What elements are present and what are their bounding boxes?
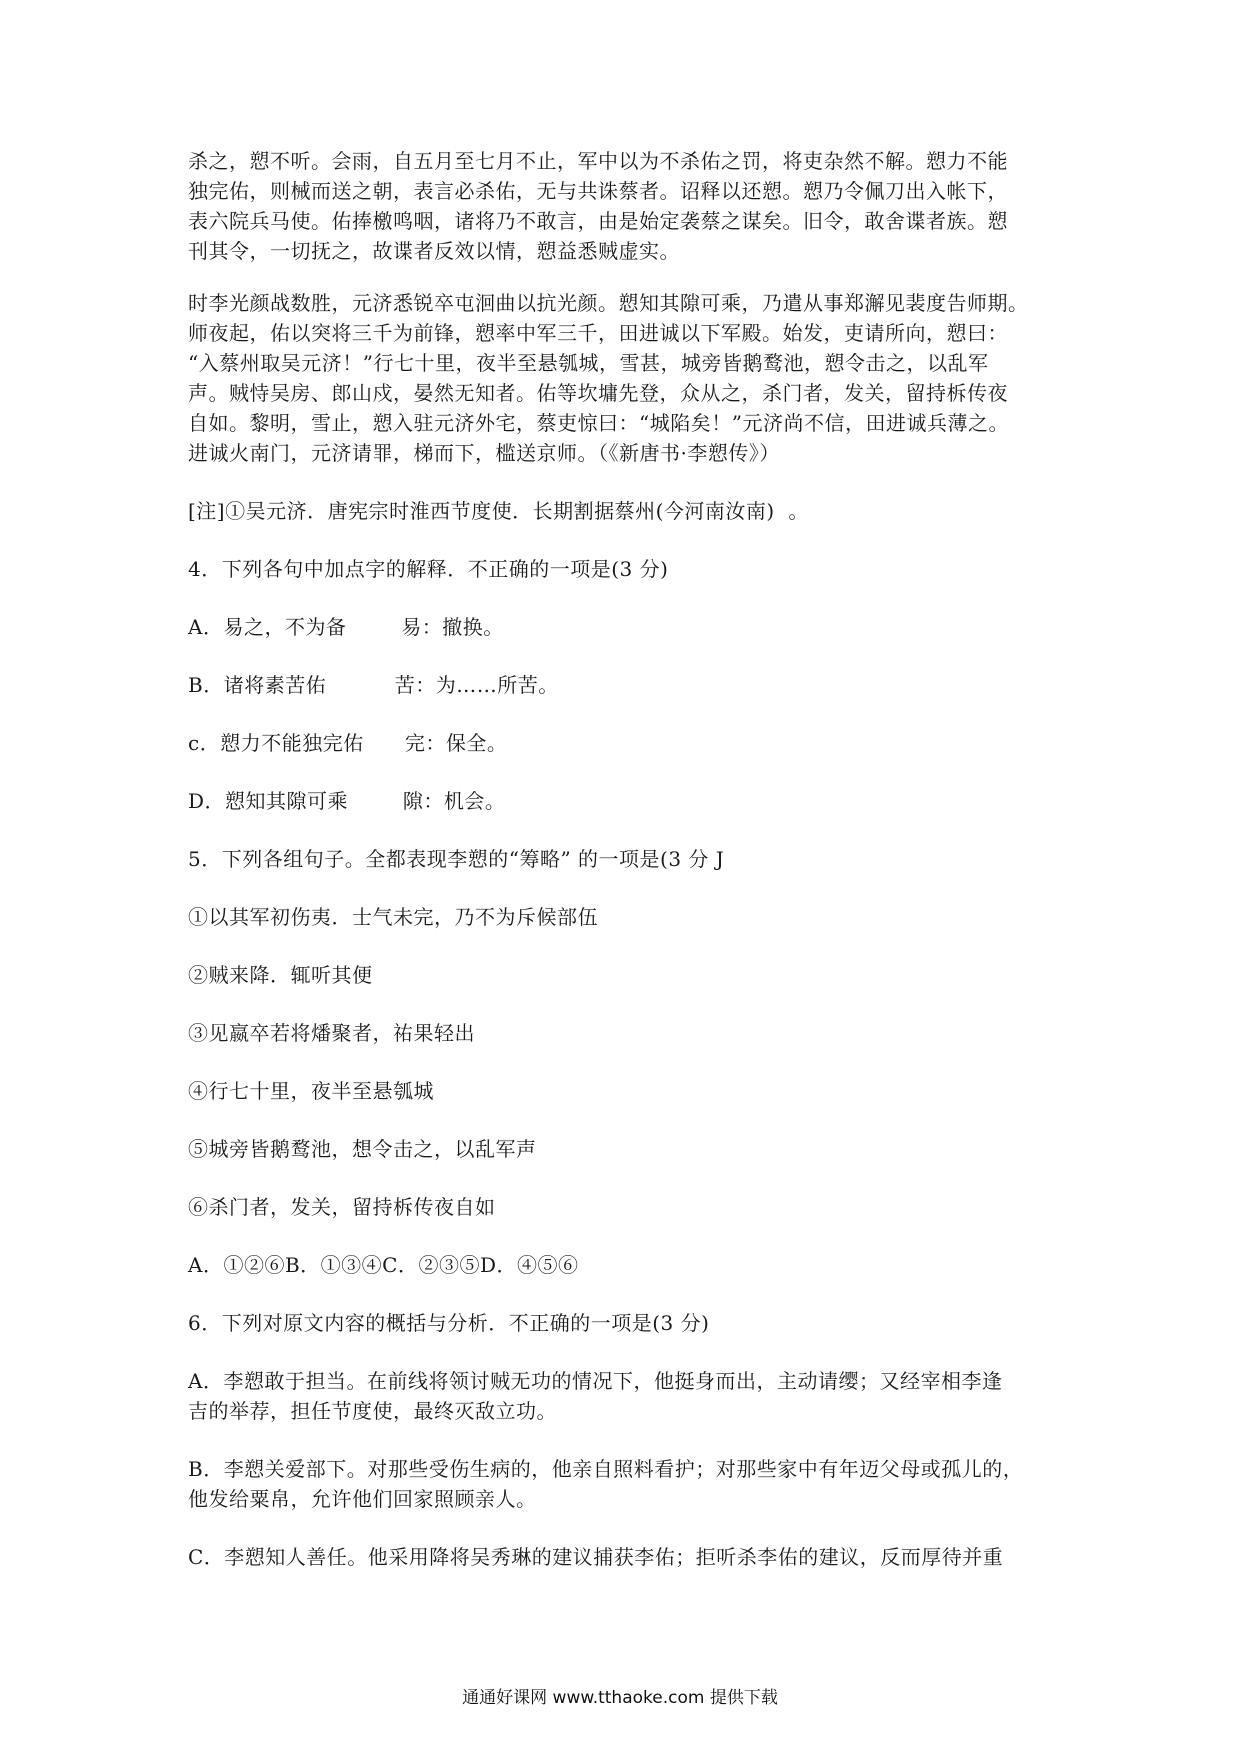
text-line: 独完佑，则械而送之朝，表言必杀佑，无与共诛蔡者。诏释以还愬。愬乃令佩刀出入帐下，	[188, 179, 1008, 203]
question-5-item-5: ⑤城旁皆鹅鹜池，想令击之，以乱军声	[188, 1137, 537, 1161]
text-line: 自如。黎明，雪止，愬入驻元济外宅，蔡吏惊曰：“城陷矣！”元济尚不信，田进诚兵薄之。	[188, 411, 1009, 435]
question-5-item-6: ⑥杀门者，发关，留持柝传夜自如	[188, 1195, 496, 1219]
question-6-stem: 6．下列对原文内容的概括与分析．不正确的一项是(3 分)	[188, 1311, 710, 1335]
passage-note: [注]①吴元济．唐宪宗时淮西节度使．长期割据蔡州(今河南汝南) 。	[188, 499, 809, 523]
text-line: A．李愬敢于担当。在前线将领讨贼无功的情况下，他挺身而出，主动请缨；又经宰相李逢	[188, 1369, 1003, 1393]
text-line: 杀之，愬不听。会雨，自五月至七月不止，军中以为不杀佑之罚，将吏杂然不解。愬力不能	[188, 149, 1008, 173]
text-line: 他发给粟帛，允许他们回家照顾亲人。	[188, 1487, 537, 1511]
text-line: B．李愬关爱部下。对那些受伤生病的，他亲自照料看护；对那些家中有年迈父母或孤儿的，	[188, 1457, 1024, 1481]
question-5-stem: 5．下列各组句子。全都表现李愬的“筹略” 的一项是(3 分 J	[188, 847, 725, 871]
passage-paragraph-2	[188, 288, 1058, 468]
question-4-option-d: D．愬知其隙可乘 隙：机会。	[188, 789, 506, 813]
question-4-stem: 4．下列各句中加点字的解释．不正确的一项是(3 分)	[188, 557, 669, 581]
question-4-option-b: B．诸将素苦佑 苦：为……所苦。	[188, 673, 559, 697]
text-line: C．李愬知人善任。他采用降将吴秀琳的建议捕获李佑；拒听杀李佑的建议，反而厚待并重	[188, 1545, 1004, 1569]
document-body	[188, 146, 1058, 1572]
question-5-item-1: ①以其军初伤夷．士气未完，乃不为斥候部伍	[188, 905, 598, 929]
text-line: 时李光颜战数胜，元济悉锐卒屯洄曲以抗光颜。愬知其隙可乘，乃遣从事郑澥见裴度告师期。	[188, 291, 1029, 315]
question-5-item-4: ④行七十里，夜半至悬瓠城	[188, 1079, 434, 1103]
text-line: 吉的举荐，担任节度使，最终灭敌立功。	[188, 1399, 557, 1423]
question-5-item-3: ③见嬴卒若将燔聚者，祐果轻出	[188, 1021, 475, 1045]
text-line: 进诚火南门，元济请罪，梯而下，槛送京师。（《新唐书·李愬传》）	[188, 441, 780, 465]
text-line: 刊其令，一切抚之，故谍者反效以情，愬益悉贼虚实。	[188, 239, 680, 263]
text-line: 表六院兵马使。佑捧檄鸣咽，诸将乃不敢言，由是始定袭蔡之谋矣。旧令，敢舍谍者族。愬	[188, 209, 1008, 233]
question-5-choices: A．①②⑥B．①③④C．②③⑤D．④⑤⑥	[188, 1253, 579, 1277]
page-footer: 通通好课网 www.tthaoke.com 提供下载	[462, 1688, 778, 1708]
text-line: 师夜起，佑以突将三千为前锋，愬率中军三千，田进诚以下军殿。始发，吏请所向，愬曰：	[188, 321, 1008, 345]
text-line: “入蔡州取吴元济！”行七十里，夜半至悬瓠城，雪甚，城旁皆鹅鹜池，愬令击之，以乱军	[188, 351, 989, 375]
question-4-option-c: c．愬力不能独完佑 完：保全。	[188, 731, 508, 755]
text-line: 声。贼恃吴房、郎山戍，晏然无知者。佑等坎墉先登，众从之，杀门者，发关，留持柝传夜	[188, 381, 1008, 405]
question-6-option-a	[188, 1366, 1058, 1426]
question-4-option-a: A．易之，不为备 易：撤换。	[188, 615, 504, 639]
passage-paragraph-1	[188, 146, 1058, 266]
question-6-option-b	[188, 1454, 1058, 1514]
question-6-option-c	[188, 1542, 1058, 1572]
question-5-item-2: ②贼来降．辄听其便	[188, 963, 373, 987]
